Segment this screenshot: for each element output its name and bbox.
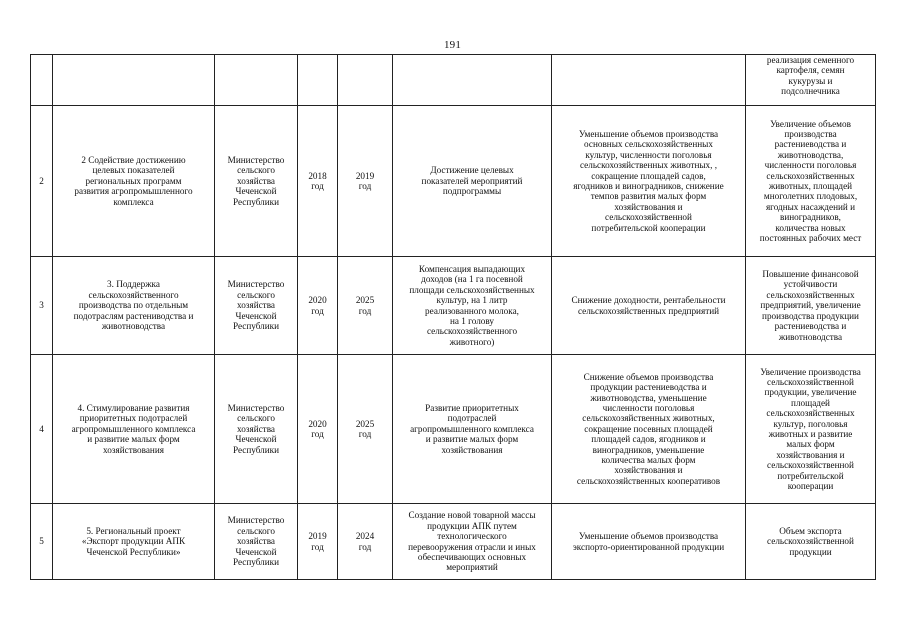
text-line: продукции (789, 546, 832, 557)
text-line: животноводства, уменьшение (590, 392, 707, 403)
cell-impact (746, 355, 876, 504)
cell-num: 3 (31, 257, 53, 355)
text-line: год (311, 429, 324, 439)
text-line: площадей (791, 397, 830, 408)
text-line: культур, численности поголовья (585, 149, 712, 160)
text-line: подотраслей (447, 413, 497, 424)
text-line: Министерство (227, 402, 285, 413)
text-line: сельскохозяйственной (605, 212, 692, 223)
text-line: площадей садов, ягодников и (591, 434, 706, 445)
cell-result (393, 504, 552, 580)
text-line: Достижение целевых (430, 165, 514, 176)
text-line: сельскохозяйственных животных, (582, 413, 715, 424)
cell-name (53, 355, 215, 504)
text-line: хозяйствования и (614, 201, 683, 212)
cell-result (393, 55, 552, 106)
text-line: Министерство (227, 515, 285, 526)
text-line: мероприятий (446, 562, 498, 573)
cell-result (393, 355, 552, 504)
cell-consequences (552, 55, 746, 106)
text-line: агропромышленного комплекса (410, 423, 534, 434)
text-line: 5. Региональный проект (86, 525, 181, 536)
text-line: сельскохозяйственного (88, 289, 179, 300)
text-line: кооперации (787, 481, 834, 492)
text-line: животноводства, (777, 149, 844, 160)
cell-start (298, 504, 338, 580)
text-line: приоритетных подотраслей (79, 413, 188, 424)
text-line: доходов (на 1 га посевной (421, 274, 523, 285)
text-line: на 1 голову (450, 315, 494, 326)
text-line: сельскохозяйственной (767, 460, 854, 471)
cell-impact (746, 106, 876, 257)
text-line: технологического (437, 531, 507, 542)
text-line: ягодников и виноградников, снижение (573, 181, 724, 191)
cell-executor (215, 355, 298, 504)
text-line: хозяйства (237, 423, 275, 434)
cell-num: 5 (31, 504, 53, 580)
text-line: Увеличение объемов (770, 118, 851, 129)
text-line: площади сельскохозяйственных (409, 284, 535, 295)
text-line: 4. Стимулирование развития (77, 402, 190, 413)
cell-num: 2 (31, 106, 53, 257)
text-line: Повышение финансовой (762, 269, 859, 280)
text-line: сельскохозяйственных кооперативов (576, 475, 721, 486)
text-line: потребительской (777, 470, 844, 481)
text-line: Уменьшение объемов производства (578, 531, 719, 542)
text-line: сокращение посевных площадей (584, 423, 713, 434)
program-table (30, 54, 876, 580)
text-line: хозяйствования (441, 444, 503, 455)
text-line: обеспечивающих основных (417, 551, 527, 562)
text-line: предприятий, увеличение (760, 300, 861, 311)
text-line: кукурузы и (788, 75, 833, 86)
text-line: темпов развития малых форм (590, 191, 707, 202)
text-line: основных сельскохозяйственных (584, 139, 713, 150)
text-line: культур, на 1 литр (436, 295, 508, 306)
text-line: хозяйства (237, 300, 275, 311)
text-line: Объем экспорта (779, 525, 842, 536)
text-line: сельскохозяйственных (766, 408, 855, 419)
text-line: Развитие приоритетных (425, 402, 519, 413)
table-row (31, 106, 876, 257)
text-line: устойчивости (783, 279, 838, 290)
text-line: Уменьшение объемов производства (578, 128, 719, 139)
text-line: виноградников, уменьшение (592, 444, 705, 455)
text-line: перевооружения отрасли и иных (408, 541, 536, 552)
text-line: продукции растениеводства и (590, 382, 707, 393)
text-line: год (311, 181, 324, 191)
text-line: численности поголовья (764, 160, 857, 171)
text-line: животных, площадей (768, 181, 853, 191)
text-line: сельскохозяйственных животных, , (579, 160, 718, 171)
text-line: производства (784, 128, 837, 139)
text-line: сельского (237, 525, 275, 536)
text-line: показателей мероприятий (421, 175, 523, 186)
cell-executor (215, 257, 298, 355)
cell-start (298, 106, 338, 257)
text-line: растениеводства и (774, 139, 847, 150)
text-line: подотраслям растениводства и (73, 310, 194, 321)
cell-end (338, 55, 393, 106)
text-line: год (358, 305, 372, 316)
cell-consequences (552, 355, 746, 504)
cell-impact (746, 55, 876, 106)
text-line: 2019 (308, 531, 327, 542)
text-line: 2024 (355, 531, 375, 542)
text-line: растениеводства и (774, 321, 847, 332)
text-line: 2025 (355, 295, 375, 306)
text-line: сельскохозяйственной (767, 376, 854, 387)
text-line: Республики (232, 444, 280, 455)
text-line: сельского (237, 413, 275, 424)
table-row (31, 504, 876, 580)
cell-result (393, 106, 552, 257)
text-line: Чеченской (235, 186, 277, 197)
cell-impact (746, 504, 876, 580)
table-row (31, 257, 876, 355)
text-line: 2019 (355, 170, 375, 181)
text-line: численности поголовья (602, 402, 695, 413)
text-line: продукции, увеличение (764, 387, 857, 398)
cell-end (338, 355, 393, 504)
text-line: количества малых форм (601, 455, 696, 466)
text-line: реализация семенного (766, 55, 855, 65)
cell-start (298, 55, 338, 106)
text-line: агропромышленного комплекса (71, 423, 196, 434)
text-line: потребительской кооперации (591, 222, 706, 233)
cell-name (53, 504, 215, 580)
text-line: 2020 (308, 295, 327, 306)
text-line: 3. Поддержка (107, 279, 160, 290)
cell-name (53, 257, 215, 355)
table-row (31, 355, 876, 504)
text-line: год (358, 429, 372, 439)
text-line: год (311, 541, 324, 552)
text-line: региональных программ (85, 175, 182, 186)
text-line: целевых показателей (92, 165, 175, 176)
text-line: постоянных рабочих мест (759, 233, 862, 244)
cell-end (338, 504, 393, 580)
table-body (31, 55, 876, 580)
text-line: сокращение площадей садов, (591, 170, 706, 181)
text-line: животноводства (101, 321, 166, 332)
text-line: Увеличение производства (760, 366, 861, 377)
text-line: хозяйства (237, 175, 275, 186)
cell-name (53, 106, 215, 257)
text-line: год (358, 181, 372, 191)
text-line: хозяйствования и (614, 465, 683, 476)
text-line: Министерство (227, 279, 285, 290)
text-line: Республики (232, 321, 280, 332)
text-line: животноводства (778, 331, 843, 342)
cell-end (338, 257, 393, 355)
text-line: Республики (232, 196, 280, 207)
cell-executor (215, 55, 298, 106)
text-line: и развитие малых форм (425, 434, 519, 445)
text-line: хозяйства (237, 536, 275, 547)
text-line: животных и развитие (768, 429, 853, 439)
text-line: хозяйствования и (776, 449, 845, 460)
text-line: виноградников, (780, 212, 841, 223)
text-line: хозяйствования (103, 444, 164, 455)
cell-executor (215, 504, 298, 580)
text-line: 2020 (308, 418, 327, 429)
cell-impact (746, 257, 876, 355)
text-line: Компенсация выпадающих (418, 263, 526, 274)
cell-start (298, 355, 338, 504)
text-line: сельскохозяйственной (767, 536, 854, 547)
text-line: сельского (237, 289, 275, 300)
text-line: культур, поголовья (773, 418, 848, 429)
text-line: Республики (232, 557, 280, 568)
cell-end (338, 106, 393, 257)
cell-num: 4 (31, 355, 53, 504)
text-line: год (311, 305, 324, 316)
text-line: 2 Содействие достижению (81, 154, 186, 165)
text-line: Чеченской Республики» (86, 546, 181, 557)
cell-consequences (552, 106, 746, 257)
text-line: Снижение доходности, рентабельности (571, 295, 726, 306)
text-line: сельского (237, 165, 275, 176)
text-line: 2018 (308, 170, 327, 181)
text-line: ягодных насаждений и (765, 201, 856, 212)
text-line: многолетних плодовых, (763, 191, 858, 202)
text-line: сельскохозяйственного (426, 326, 518, 337)
cell-consequences (552, 257, 746, 355)
cell-start (298, 257, 338, 355)
text-line: экспорто-ориентированной продукции (572, 541, 725, 552)
text-line: 2025 (355, 418, 375, 429)
cell-executor (215, 106, 298, 257)
text-line: Министерство (227, 154, 285, 165)
text-line: производства продукции (762, 310, 859, 321)
text-line: производства по отдельным (78, 300, 189, 311)
text-line: животного) (449, 336, 495, 347)
text-line: Чеченской (235, 546, 277, 557)
text-line: и развитие малых форм (87, 434, 180, 445)
cell-num (31, 55, 53, 106)
cell-name (53, 55, 215, 106)
text-line: количества новых (775, 222, 846, 233)
text-line: картофеля, семян (776, 65, 845, 76)
text-line: комплекса (113, 196, 154, 207)
text-line: «Экспорт продукции АПК (81, 536, 186, 547)
text-line: сельскохозяйственных (766, 289, 855, 300)
text-line: сельскохозяйственных (766, 170, 855, 181)
text-line: сельскохозяйственных предприятий (577, 305, 720, 316)
text-line: Чеченской (235, 310, 277, 321)
text-line: продукции АПК путем (427, 520, 517, 531)
text-line: подпрограммы (442, 186, 502, 197)
text-line: Создание новой товарной массы (408, 510, 536, 521)
text-line: год (358, 541, 372, 552)
text-line: подсолнечника (781, 86, 840, 97)
cell-result (393, 257, 552, 355)
text-line: развития агропромышленного (74, 186, 193, 197)
page-number: 191 (443, 39, 462, 51)
text-line: Снижение объемов производства (583, 371, 714, 382)
text-line: малых форм (786, 439, 835, 450)
cell-consequences (552, 504, 746, 580)
text-line: реализованного молока, (425, 305, 519, 316)
text-line: Чеченской (235, 434, 277, 445)
table-row (31, 55, 876, 106)
